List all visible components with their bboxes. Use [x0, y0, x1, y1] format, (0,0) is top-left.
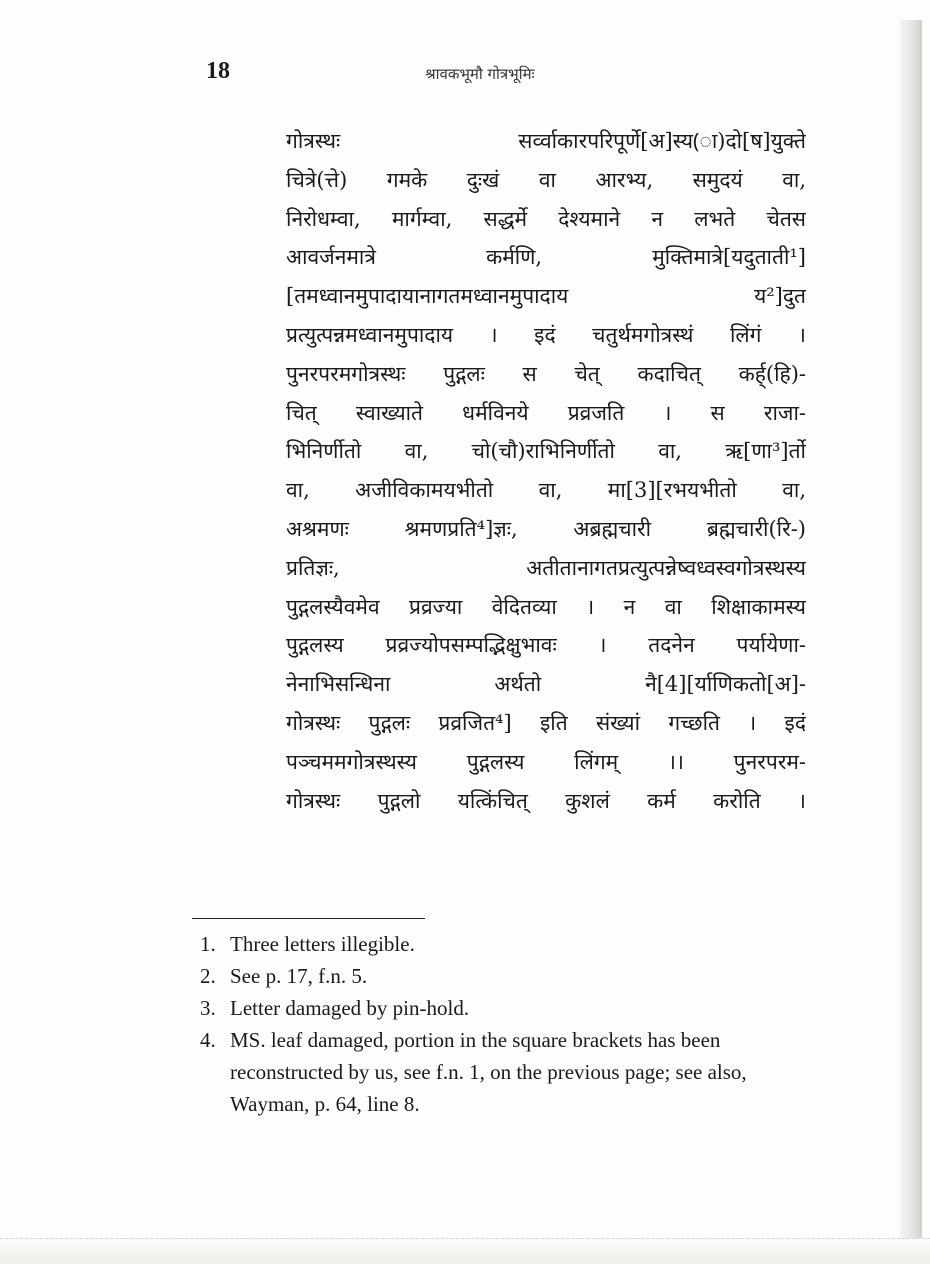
running-head: श्रावकभूमौ गोत्रभूमिः [425, 65, 535, 83]
footnote-text: Letter damaged by pin-hold. [230, 996, 470, 1020]
footnote-number: 1. [200, 932, 216, 956]
footnote-text: See p. 17, f.n. 5. [230, 964, 368, 988]
main-text-block [286, 122, 806, 820]
footnote [200, 928, 810, 960]
footnote-divider [192, 918, 425, 919]
text-line: पुद्गलस्य प्रव्रज्योपसम्पद्भिक्षुभावः । तदनेन पर्यायेणा- [286, 633, 806, 658]
text-line: वा, अजीविकामयभीतो वा, मा[3][रभयभीतो वा, [286, 478, 806, 503]
text-line: गोत्रस्थः पुद्गलः प्रव्रजित⁴] इति संख्यां गच्छति । इदं [286, 710, 806, 735]
text-line: चित् स्वाख्याते धर्मविनये प्रव्रजति । स राजा- [286, 400, 806, 425]
text-line: गोत्रस्थः पुद्गलो यत्किंचित् कुशलं कर्म करोति । [286, 788, 806, 813]
footnotes [200, 928, 810, 1120]
text-line: चित्रे(त्ते) गमके दुःखं वा आरभ्य, समुदयं वा, [286, 167, 806, 192]
text-line: प्रतिज्ञः, अतीतानागतप्रत्युत्पन्नेष्वध्वस्वगोत्रस्थस्य [286, 555, 806, 580]
page-edge-shadow [900, 20, 922, 1245]
page-number: 18 [206, 58, 230, 84]
footnote [200, 1024, 810, 1120]
text-line: आवर्जनमात्रे कर्मणि, मुक्तिमात्रे[यदुताती¹] [286, 245, 806, 270]
page-bottom-edge [0, 1238, 930, 1264]
footnote-number: 3. [200, 996, 216, 1020]
text-line: पुद्गलस्यैवमेव प्रव्रज्या वेदितव्या । न वा शिक्षाकामस्य [286, 594, 806, 619]
footnote-text: MS. leaf damaged, portion in the square brackets has been reconstructed by us, see f.n. 1, on the previous page; see also, Wayman, p. 64, line 8. [230, 1028, 747, 1116]
text-line: भिनिर्णीतो वा, चो(चौ)राभिनिर्णीतो वा, ऋ[णा³]र्तो [286, 439, 806, 464]
text-line: गोत्रस्थः सर्व्वाकारपरिपूर्णे[अ]स्य(ा)दो[ष]युक्ते [286, 129, 806, 153]
footnote-number: 4. [200, 1028, 216, 1052]
text-line: अश्रमणः श्रमणप्रति⁴]ज्ञः, अब्रह्मचारी ब्रह्मचारी(रि-) [286, 516, 806, 541]
text-line: पञ्चममगोत्रस्थस्य पुद्गलस्य लिंगम् ।। पुनरपरम- [286, 749, 806, 774]
text-line: निरोधम्वा, मार्गम्वा, सद्धर्मे देश्यमाने न लभते चेतस [286, 206, 806, 231]
footnote [200, 960, 810, 992]
text-line: प्रत्युत्पन्नमध्वानमुपादाय । इदं चतुर्थमगोत्रस्थं लिंगं । [286, 322, 806, 347]
text-line: पुनरपरमगोत्रस्थः पुद्गलः स चेत् कदाचित् कर्ह्(हि)- [286, 361, 806, 386]
footnote-text: Three letters illegible. [230, 932, 415, 956]
text-line: नेनाभिसन्धिना अर्थतो नै[4][र्याणिकतो[अ]- [286, 672, 806, 697]
footnote [200, 992, 810, 1024]
footnote-number: 2. [200, 964, 216, 988]
text-line: [तमध्वानमुपादायानागतमध्वानमुपादाय य²]दुत [286, 284, 806, 309]
